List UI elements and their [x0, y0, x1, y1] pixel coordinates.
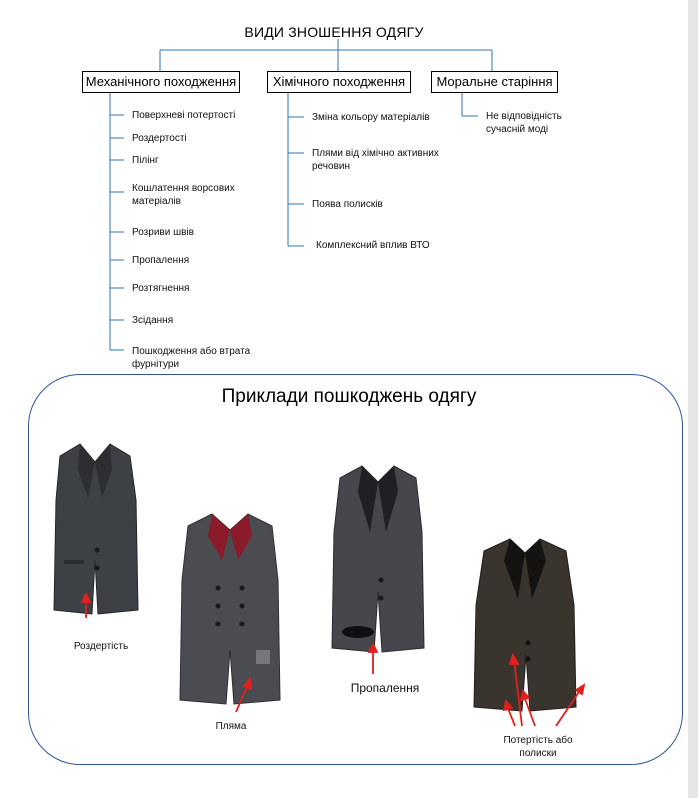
moral-item: Не відповідність сучасній моді	[486, 111, 562, 135]
chem-item: Комплексний вплив ВТО	[316, 240, 430, 251]
caption-stain: Пляма	[215, 721, 247, 732]
arrow-stain	[236, 684, 248, 712]
mech-item: Кошлатення ворсових матеріалів	[132, 183, 235, 207]
arrow-wear-3	[524, 696, 535, 726]
mech-item: Розриви швів	[132, 227, 194, 238]
mech-item: Пошкодження або втрата фурнітури	[132, 346, 251, 370]
mech-item: Розтягнення	[132, 283, 190, 294]
chem-item: Поява полисків	[312, 199, 383, 210]
arrowhead-wear-1	[504, 701, 512, 710]
arrowhead-wear-2	[510, 655, 518, 664]
examples-title: Приклади пошкоджень одягу	[221, 386, 477, 407]
mech-item: Зсідання	[132, 315, 174, 326]
category-mechanical: Механічного походження	[82, 71, 240, 93]
caption-burn: Пропалення	[350, 681, 420, 695]
arrowhead-wear-4	[576, 685, 584, 694]
arrowhead-burn	[369, 644, 377, 652]
mech-item: Поверхневі потертості	[132, 110, 236, 121]
arrow-wear-2	[514, 660, 522, 726]
arrowhead-stain	[244, 679, 251, 689]
mech-item: Пропалення	[132, 255, 190, 266]
diagram-title: ВИДИ ЗНОШЕННЯ ОДЯГУ	[244, 24, 424, 40]
category-chemical: Хімічного походження	[267, 71, 411, 93]
chem-item: Зміна кольору матеріалів	[312, 112, 430, 123]
mech-item: Пілінг	[132, 155, 159, 166]
chem-item: Плями від хімічно активних речовин	[312, 148, 439, 172]
caption-wear: Потертість або полиски	[503, 735, 573, 759]
caption-tear: Роздертість	[73, 641, 129, 652]
arrowhead-tear	[82, 594, 90, 602]
category-moral: Моральне старіння	[431, 71, 558, 93]
arrow-wear-4	[556, 689, 581, 726]
mech-item: Роздертості	[132, 133, 187, 144]
arrowhead-wear-3	[521, 691, 529, 700]
